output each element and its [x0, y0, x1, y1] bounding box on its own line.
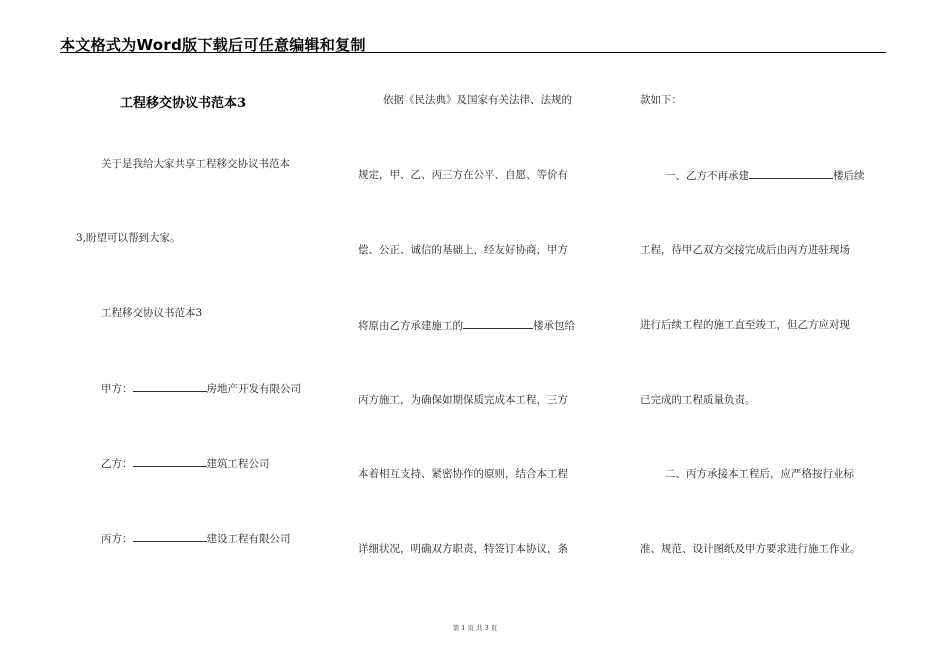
building-blank-1 — [463, 318, 533, 329]
col3-line-6: 二、丙方承接本工程后，应严格按行业标 — [665, 468, 854, 480]
col3-line-5: 已完成的工程质量负责。 — [640, 394, 756, 406]
col3-line-4: 进行后续工程的施工直至竣工，但乙方应对现 — [640, 319, 850, 331]
col2-line-6: 本着相互支持、紧密协作的原则，结合本工程 — [358, 468, 568, 480]
intro-line-1: 关于是我给大家共享工程移交协议书范本 — [101, 158, 290, 170]
col2-line-4-start: 将原由乙方承建施工的 — [358, 320, 463, 332]
col2-line-3: 偿、公正、诚信的基础上，经友好协商，甲方 — [358, 244, 568, 256]
col3-line-3: 工程，待甲乙双方交接完成后由丙方进驻现场 — [640, 244, 850, 256]
building-blank-2 — [749, 168, 833, 179]
document-title: 工程移交协议书范本3 — [120, 96, 247, 111]
party-b-blank — [133, 456, 207, 467]
party-a-label: 甲方： — [101, 383, 133, 395]
agreement-subtitle: 工程移交协议书范本3 — [101, 307, 203, 319]
col3-line-2-start: 一、乙方不再承建 — [665, 170, 749, 182]
header-divider — [60, 52, 886, 53]
col3-line-2 — [665, 168, 865, 183]
download-notice-header: 本文格式为Word版下载后可任意编辑和复制 — [60, 36, 366, 54]
col2-line-5: 丙方施工，为确保如期保质完成本工程，三方 — [358, 394, 568, 406]
party-a-line — [101, 381, 301, 396]
col2-line-2: 规定，甲、乙、丙三方在公平、自愿、等价有 — [358, 169, 568, 181]
party-a-blank — [133, 381, 207, 392]
party-b-label: 乙方： — [101, 458, 133, 470]
col2-line-4-end: 楼承包给 — [533, 320, 575, 332]
intro-line-2: 3,盼望可以帮到大家。 — [76, 232, 181, 244]
party-b-company: 建筑工程公司 — [206, 458, 270, 470]
page-number-footer: 第 1 页 共 3 页 — [452, 624, 498, 632]
party-c-blank — [133, 531, 207, 542]
party-c-company: 建设工程有限公司 — [206, 533, 291, 545]
col2-line-4 — [358, 318, 575, 333]
col3-line-2-end: 楼后续 — [833, 170, 865, 182]
col2-line-7: 详细状况，明确双方职责，特签订本协议，条 — [358, 543, 568, 555]
col2-line-1: 依据《民法典》及国家有关法律、法规的 — [383, 94, 572, 106]
party-b-line — [101, 456, 270, 471]
col3-line-7: 准、规范、设计图纸及甲方要求进行施工作业。 — [640, 543, 861, 555]
col3-line-1: 款如下： — [640, 94, 682, 106]
party-a-company: 房地产开发有限公司 — [206, 383, 301, 395]
party-c-label: 丙方： — [101, 533, 133, 545]
party-c-line — [101, 531, 291, 546]
